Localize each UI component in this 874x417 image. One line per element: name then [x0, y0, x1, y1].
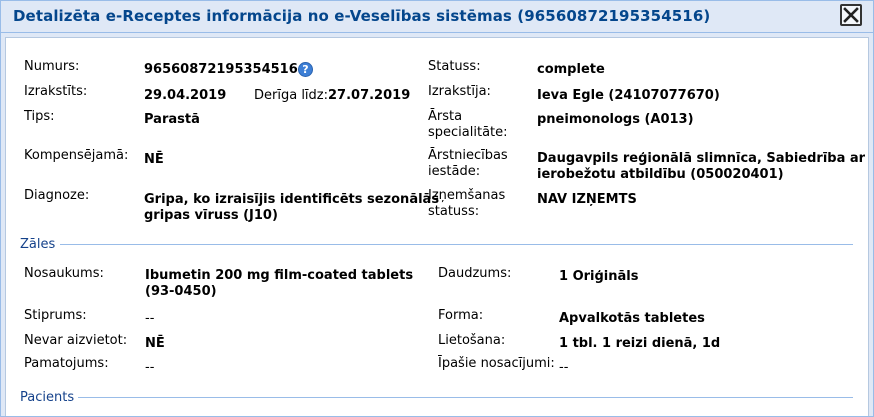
tips-label: Tips: [24, 109, 55, 124]
arsta-specialitate-label [428, 109, 508, 141]
forma-label: Forma: [438, 308, 484, 323]
diagnoze-label: Diagnoze: [24, 188, 90, 203]
ipasie-nosacijumi-label: Īpašie nosacījumi: [438, 356, 555, 371]
ipasie-nosacijumi-value: -- [559, 360, 569, 375]
arstniecibas-iestade-value-line1: Daugavpils reģionālā slimnīca, Sabiedrība ar [537, 151, 866, 166]
pacients-section-divider [78, 397, 853, 398]
forma-value: Apvalkotās tabletes [559, 311, 705, 326]
iznemsanas-statuss-label-line2: statuss: [428, 204, 480, 219]
diagnoze-value [144, 192, 440, 224]
kompensejama-value: NĒ [144, 152, 164, 167]
arsta-specialitate-value: pneimonologs (A013) [537, 112, 694, 127]
deriga-value: 27.07.2019 [328, 88, 411, 103]
close-button[interactable] [840, 4, 862, 26]
statuss-value: complete [537, 62, 605, 77]
numurs-value: 96560872195354516 [144, 62, 298, 77]
diagnoze-value-line2: gripas vīruss (J10) [144, 208, 278, 223]
tips-value: Parastā [144, 112, 200, 127]
nosaukums-value [145, 268, 435, 300]
stiprums-label: Stiprums: [24, 308, 87, 323]
nosaukums-label: Nosaukums: [24, 266, 104, 281]
iznemsanas-statuss-label-line1: Izņemšanas [428, 188, 506, 203]
pamatojums-value: -- [145, 360, 155, 375]
daudzums-label: Daudzums: [438, 266, 512, 281]
close-icon [843, 7, 859, 23]
izrakstits-value: 29.04.2019 [144, 88, 227, 103]
diagnoze-value-line1: Gripa, ko izraisījis identificēts sezonālās [144, 192, 440, 207]
statuss-label: Statuss: [428, 59, 481, 74]
arsta-specialitate-label-line1: Ārsta [428, 109, 463, 124]
help-icon[interactable]: ? [298, 62, 313, 77]
kompensejama-label: Kompensējamā: [24, 148, 129, 163]
lietosana-value: 1 tbl. 1 reizi dienā, 1d [559, 336, 721, 351]
iznemsanas-statuss-value: NAV IZŅEMTS [537, 192, 637, 207]
iznemsanas-statuss-label [428, 188, 505, 220]
arstniecibas-iestade-label-line1: Ārstniecības [428, 148, 508, 163]
izrakstija-value: Ieva Egle (24107077670) [537, 88, 720, 103]
window-title: Detalizēta e-Receptes informācija no e-Veselības sistēmas (96560872195354516) [13, 7, 711, 25]
arstniecibas-iestade-label [428, 148, 508, 180]
window-titlebar [1, 1, 873, 33]
zales-section-divider [60, 244, 853, 245]
nevar-aizvietot-value: NĒ [145, 336, 165, 351]
izrakstits-label: Izrakstīts: [24, 84, 88, 99]
nosaukums-value-line2: (93-0450) [145, 284, 217, 299]
pacients-section-title: Pacients [20, 390, 75, 405]
lietosana-label: Lietošana: [438, 333, 506, 348]
daudzums-value: 1 Oriģināls [559, 269, 639, 284]
deriga-label: Derīga līdz: [254, 88, 328, 103]
zales-section-title: Zāles [20, 237, 56, 252]
arstniecibas-iestade-value [537, 151, 866, 183]
izrakstija-label: Izrakstīja: [428, 84, 491, 99]
numurs-label: Numurs: [24, 59, 80, 74]
arstniecibas-iestade-label-line2: iestāde: [428, 164, 481, 179]
stiprums-value: -- [145, 311, 155, 326]
arsta-specialitate-label-line2: specialitāte: [428, 125, 508, 140]
arstniecibas-iestade-value-line2: ierobežotu atbildību (050020401) [537, 167, 784, 182]
pamatojums-label: Pamatojums: [24, 356, 109, 371]
window-body [5, 37, 869, 417]
nevar-aizvietot-label: Nevar aizvietot: [24, 333, 128, 348]
nosaukums-value-line1: Ibumetin 200 mg film-coated tablets [145, 268, 414, 283]
